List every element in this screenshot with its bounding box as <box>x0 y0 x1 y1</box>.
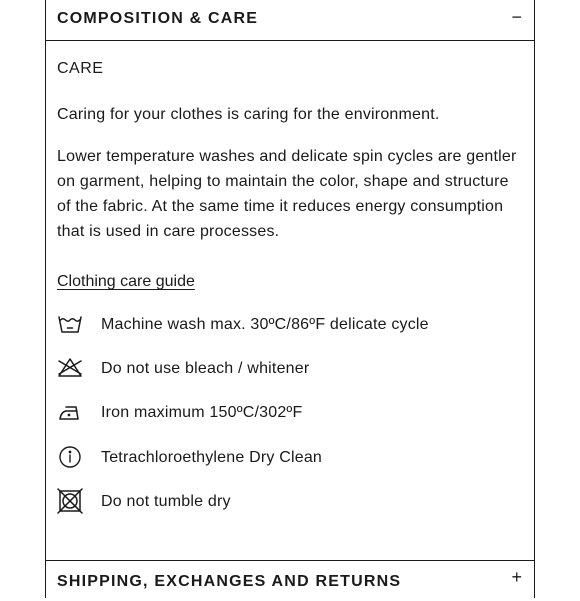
care-item-iron <box>57 399 517 429</box>
care-intro-text: Caring for your clothes is caring for the environment. <box>57 106 440 123</box>
collapse-icon[interactable]: − <box>511 7 522 27</box>
shipping-returns-accordion-header[interactable] <box>46 561 534 601</box>
no-tumble-dry-icon <box>57 488 83 514</box>
dry-clean-icon <box>57 444 83 470</box>
composition-care-panel <box>45 0 535 598</box>
care-item-label: Machine wash max. 30ºC/86ºF delicate cycle <box>101 316 429 333</box>
expand-icon[interactable]: + <box>511 567 522 587</box>
care-item-no-bleach <box>57 355 517 385</box>
machine-wash-icon <box>57 311 83 337</box>
iron-icon <box>57 399 83 425</box>
care-item-label: Tetrachloroethylene Dry Clean <box>101 449 323 466</box>
care-item-no-tumble-dry <box>57 488 517 518</box>
accordion-title: SHIPPING, EXCHANGES AND RETURNS <box>57 573 402 590</box>
care-item-dry-clean <box>57 444 517 474</box>
care-item-machine-wash <box>57 311 517 341</box>
no-bleach-icon <box>57 355 83 381</box>
care-item-label: Do not use bleach / whitener <box>101 360 310 377</box>
accordion-title: COMPOSITION & CARE <box>57 10 259 27</box>
care-item-label: Iron maximum 150ºC/302ºF <box>101 404 303 421</box>
care-section-title: CARE <box>57 60 104 77</box>
clothing-care-guide-link[interactable]: Clothing care guide <box>57 273 195 290</box>
care-item-label: Do not tumble dry <box>101 493 231 510</box>
composition-care-accordion-header[interactable] <box>46 0 534 41</box>
care-body-text: Lower temperature washes and delicate spin cycles are gentler on garment, helping to maintain the color, shape and structure of the fabric. At the same time it reduces energy consumption that is used in care processes. <box>57 148 517 240</box>
